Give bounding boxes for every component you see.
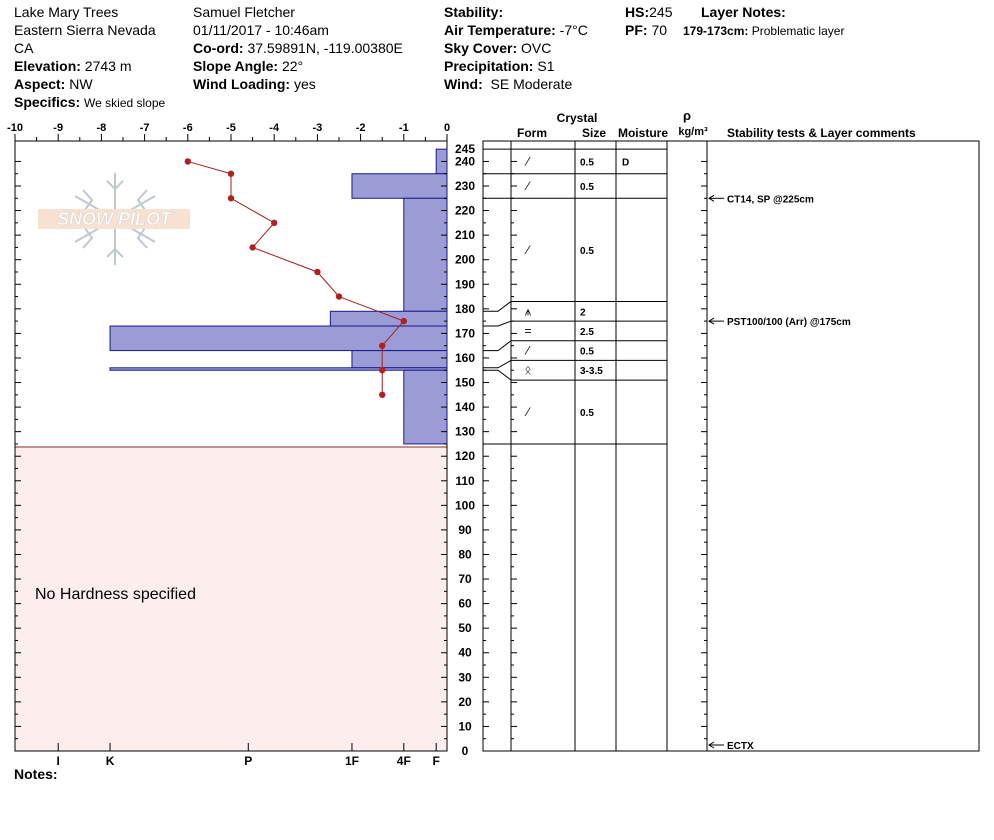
header-rho: ρ	[682, 108, 692, 123]
height-tick-label: 100	[454, 498, 476, 513]
height-tick-label: 150	[454, 375, 476, 390]
temperature-point	[228, 171, 234, 177]
temperature-point	[314, 269, 320, 275]
grain-size: 0.5	[580, 157, 594, 169]
temperature-point	[249, 244, 255, 250]
temperature-tick-label: -4	[269, 122, 280, 134]
hardness-tick-label: 4F	[396, 754, 411, 768]
layer-connector	[483, 301, 511, 311]
sky-value: OVC	[521, 40, 552, 56]
stability-label: Stability:	[444, 4, 504, 20]
grain-form-icon: ⁄	[526, 179, 530, 194]
height-tick-label: 30	[458, 670, 472, 685]
layer-note-text: Problematic layer	[751, 24, 845, 38]
height-tick-label: 70	[458, 572, 472, 587]
aspect-label: Aspect:	[14, 76, 66, 92]
layer-connector	[483, 321, 511, 326]
slope-label: Slope Angle:	[193, 58, 279, 74]
height-tick-label: 200	[454, 252, 476, 267]
watermark-text: SNOW PILOT	[57, 209, 171, 229]
height-tick-label: 210	[454, 228, 476, 243]
height-tick-label: 160	[454, 350, 476, 365]
grain-form-icon: ⁄	[526, 154, 530, 169]
temperature-tick-label: 0	[443, 122, 451, 134]
grain-size: 0.5	[580, 408, 594, 420]
height-tick-label: 60	[458, 596, 472, 611]
temperature-tick-label: -6	[182, 122, 193, 134]
stability-comments	[709, 194, 851, 752]
notes-label: Notes:	[14, 766, 58, 782]
stability-comment: PST100/100 (Arr) @175cm	[727, 317, 851, 329]
temperature-tick-label: -1	[398, 122, 409, 134]
height-tick-label: 20	[458, 694, 472, 709]
hardness-bar	[352, 174, 447, 199]
layer-connector	[483, 370, 511, 380]
grain-size: 0.5	[580, 245, 594, 257]
height-tick-label: 10	[458, 719, 472, 734]
stability-comment: CT14, SP @225cm	[727, 194, 814, 206]
wind-loading-label: Wind Loading:	[193, 76, 291, 92]
height-tick-label: 140	[454, 400, 476, 415]
pf-label: PF:	[625, 22, 648, 38]
hardness-bar	[110, 368, 447, 370]
height-tick-label: 130	[454, 424, 476, 439]
height-tick-label: 80	[458, 547, 472, 562]
grain-form-icon: ⁄	[526, 242, 530, 257]
height-tick-label: 230	[454, 179, 476, 194]
coord-value: 37.59891N, -119.00380E	[247, 40, 403, 56]
observer: Samuel Fletcher	[193, 4, 295, 20]
temperature-point	[185, 158, 191, 164]
mountain-range: Eastern Sierra Nevada	[14, 22, 156, 38]
height-tick-label: 240	[454, 154, 476, 169]
layer-notes-label: Layer Notes:	[701, 4, 786, 20]
temperature-tick-label: -3	[312, 122, 323, 134]
grain-form-icon: ⁄	[526, 343, 530, 358]
layers-table-frame	[483, 141, 979, 751]
hardness-bar	[330, 311, 447, 326]
grain-form-icon: ᛟ	[524, 363, 532, 378]
pf-value: 70	[651, 22, 668, 38]
grain-size: 0.5	[580, 182, 594, 194]
height-tick-label: 220	[454, 203, 476, 218]
elevation-label: Elevation:	[14, 58, 81, 74]
temperature-tick-label: -10	[7, 122, 23, 134]
header-size: Size	[581, 126, 607, 140]
stability-comment: ECTX	[727, 741, 754, 752]
temperature-tick-label: -2	[355, 122, 366, 134]
location-name: Lake Mary Trees	[14, 4, 119, 20]
height-tick-label: 180	[454, 301, 476, 316]
height-tick-label: 50	[458, 621, 472, 636]
height-tick-label: 40	[458, 645, 472, 660]
hs-label: HS:	[625, 4, 650, 20]
precip-label: Precipitation:	[444, 58, 534, 74]
temperature-point	[379, 392, 385, 398]
hardness-tick-label: P	[244, 754, 253, 768]
hs-value: 245	[649, 4, 673, 20]
air-temp-value: -7°C	[559, 22, 588, 38]
temperature-tick-label: -9	[53, 122, 64, 134]
temperature-point	[379, 342, 385, 348]
no-hardness-text: No Hardness specified	[35, 586, 196, 603]
datetime: 01/11/2017 - 10:46am	[193, 22, 329, 38]
hardness-bar	[404, 198, 447, 311]
wind-label: Wind:	[444, 76, 483, 92]
hardness-tick-label: F	[432, 754, 440, 768]
aspect-value: NW	[69, 76, 93, 92]
moisture-value: D	[622, 157, 630, 169]
height-tick-label: 245	[454, 142, 476, 157]
header-crystal: Crystal	[556, 111, 598, 125]
header-density-unit: kg/m³	[678, 126, 708, 138]
temperature-tick-label: -5	[226, 122, 236, 134]
temperature-tick-label: -8	[96, 122, 107, 134]
grain-form-icon: =	[524, 323, 532, 338]
height-tick-label: 0	[461, 744, 469, 758]
temperature-axis	[7, 122, 450, 141]
height-tick-label: 190	[454, 277, 476, 292]
specifics-value: We skied slope	[84, 96, 166, 110]
header-form: Form	[517, 126, 547, 140]
height-tick-label: 90	[458, 522, 472, 537]
hardness-bars	[110, 149, 447, 444]
coord-label: Co-ord:	[193, 40, 244, 56]
temperature-point	[336, 293, 342, 299]
slope-value: 22°	[281, 58, 304, 74]
precip-value: S1	[537, 58, 555, 74]
height-tick-label: 110	[455, 473, 475, 488]
temperature-point	[379, 367, 385, 373]
temperature-tick-label: -7	[139, 122, 150, 134]
crystal-table	[483, 141, 707, 751]
grain-size: 2	[580, 307, 586, 319]
temperature-point	[228, 195, 234, 201]
state: CA	[14, 40, 34, 56]
sky-label: Sky Cover:	[444, 40, 518, 56]
hardness-tick-label: 1F	[344, 754, 359, 768]
grain-size: 2.5	[580, 326, 594, 338]
header-moisture: Moisture	[617, 126, 669, 140]
air-temp-label: Air Temperature:	[444, 22, 556, 38]
temperature-point	[401, 318, 407, 324]
grain-form-icon: ⩚	[524, 304, 532, 319]
hardness-bar	[404, 370, 447, 444]
snowpilot-watermark	[38, 173, 190, 265]
hardness-tick-label: I	[56, 754, 60, 768]
hardness-bar	[352, 351, 447, 368]
wind-value: SE Moderate	[490, 76, 573, 92]
layer-note-range: 179-173cm:	[683, 24, 749, 38]
header-comments: Stability tests & Layer comments	[727, 126, 916, 140]
layer-connector	[483, 341, 511, 351]
height-tick-label: 170	[454, 326, 476, 341]
grain-size: 0.5	[580, 346, 594, 358]
height-tick-label: 120	[454, 449, 476, 464]
elevation-value: 2743 m	[84, 58, 132, 74]
layer-connector	[483, 360, 511, 367]
hardness-tick-label: K	[105, 754, 115, 768]
grain-size: 3-3.5	[580, 366, 603, 378]
grain-form-icon: ⁄	[526, 405, 530, 420]
specifics-label: Specifics:	[14, 94, 81, 110]
wind-loading-value: yes	[293, 76, 316, 92]
temperature-point	[271, 220, 277, 226]
